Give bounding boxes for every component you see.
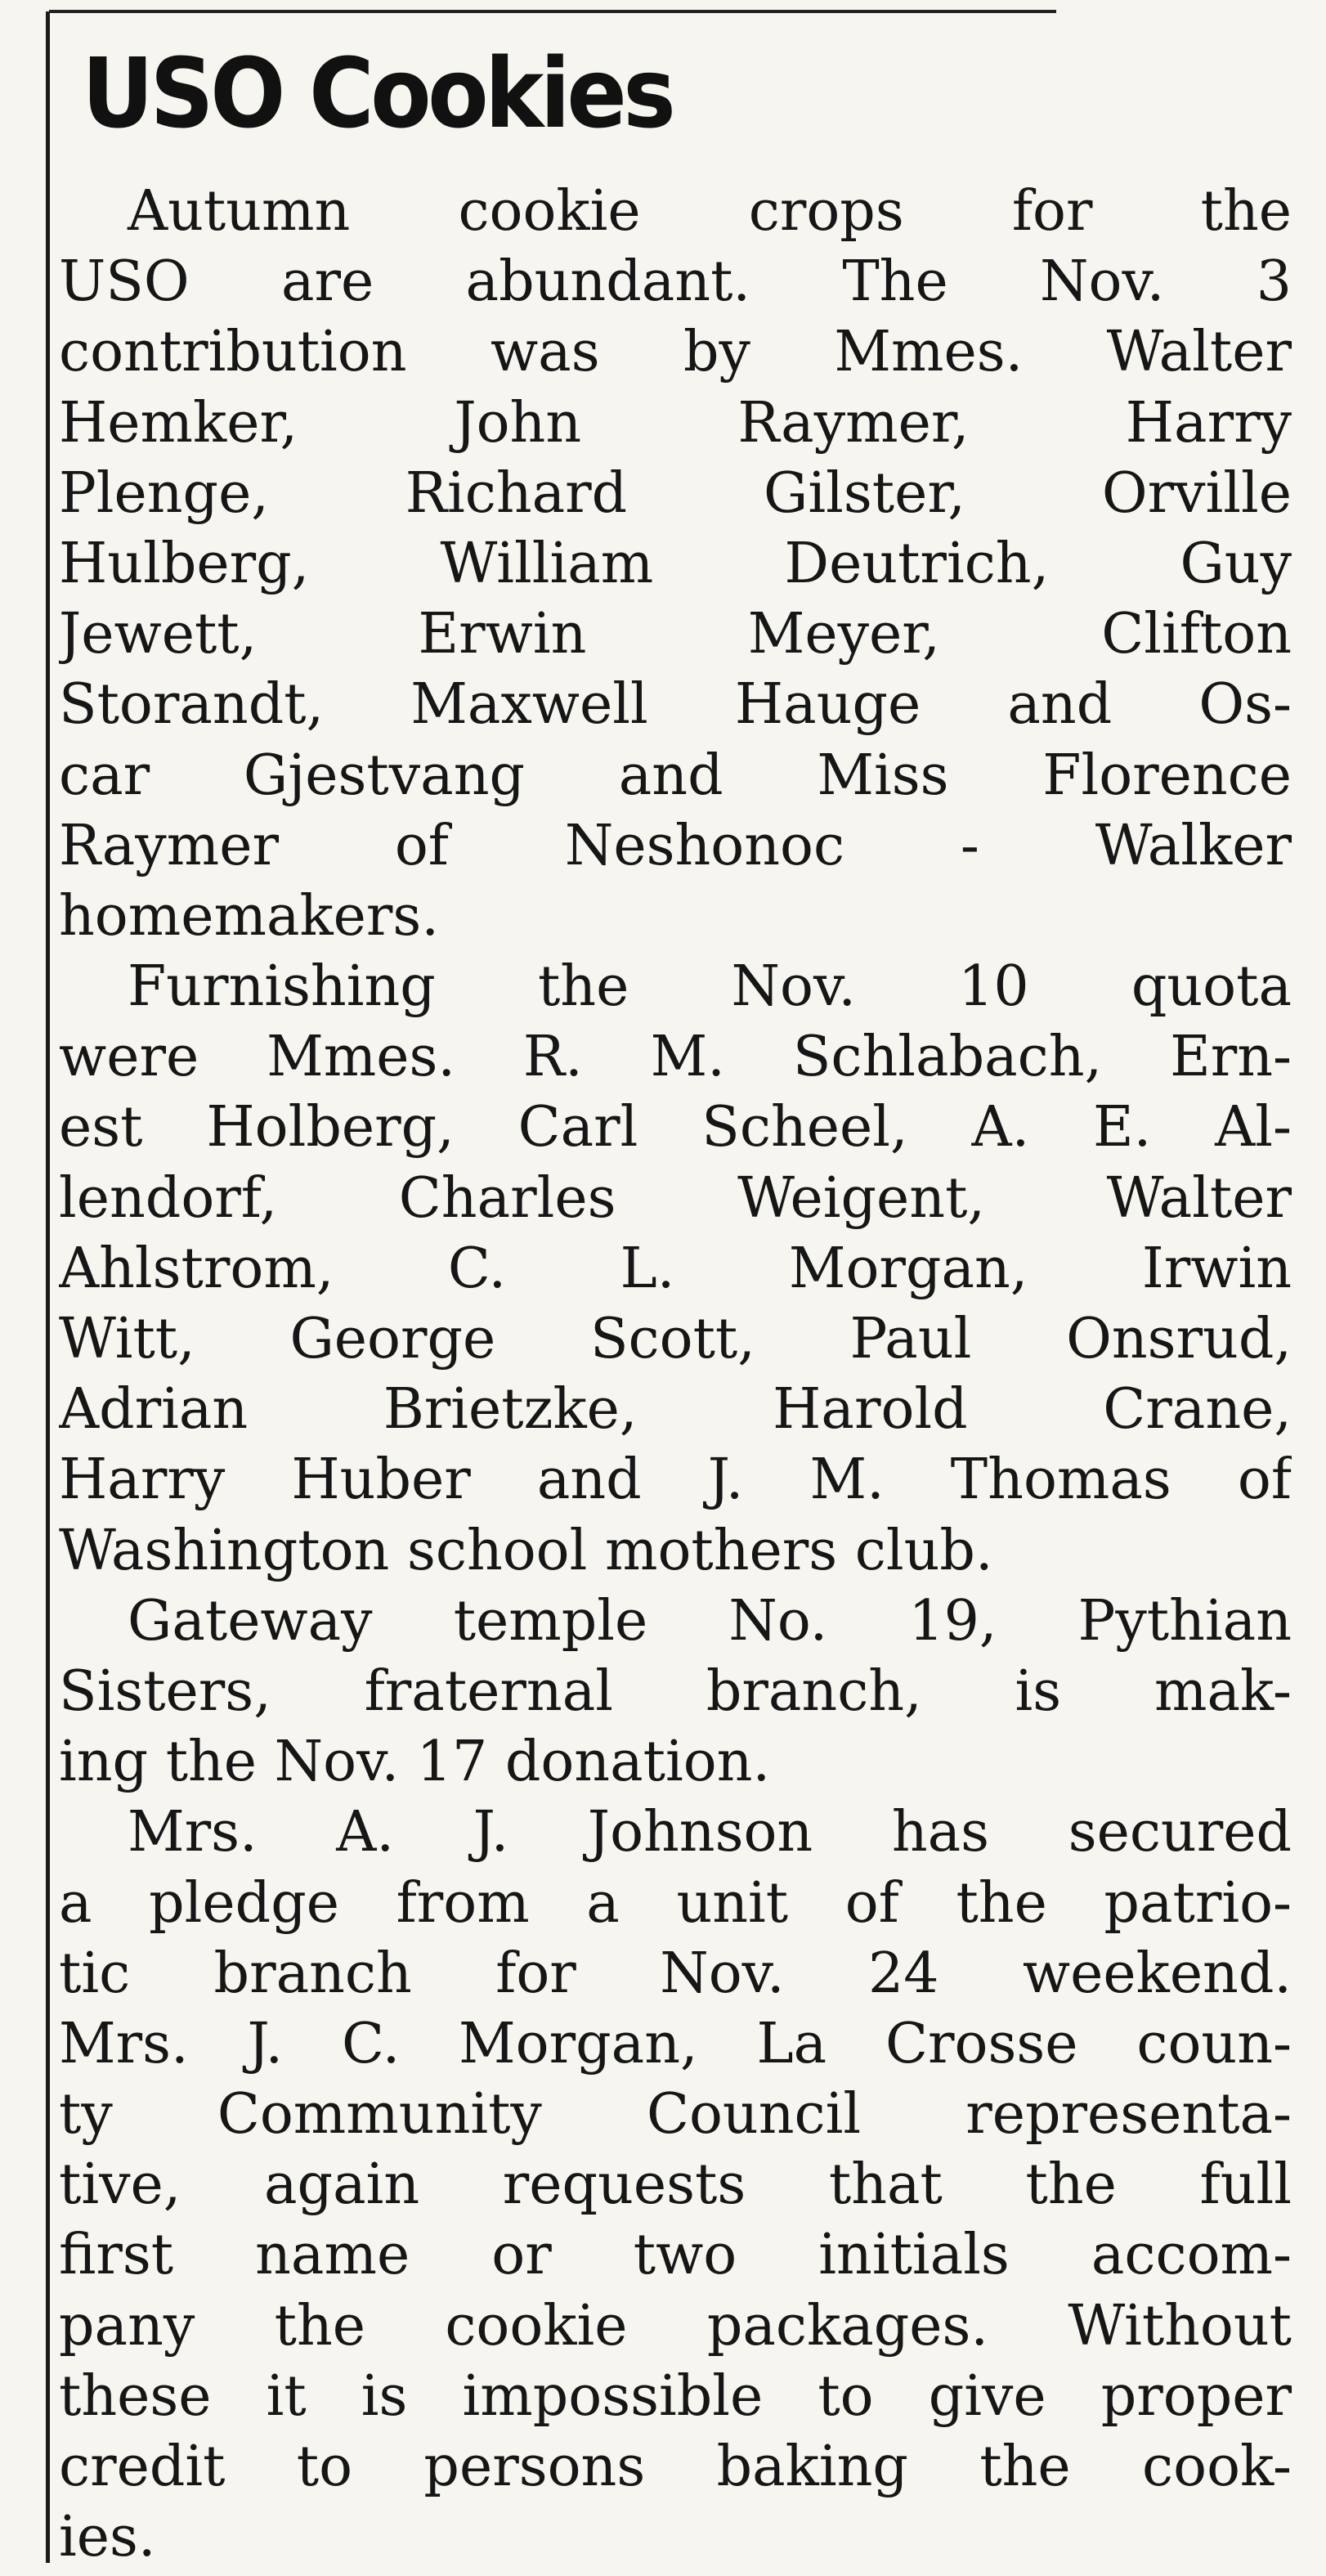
body-line: Gateway temple No. 19, Pythian <box>128 1588 1292 1654</box>
body-line: est Holberg, Carl Scheel, A. E. Al- <box>59 1095 1292 1160</box>
body-line: ing the Nov. 17 donation. <box>59 1730 771 1795</box>
body-line: car Gjestvang and Miss Florence <box>59 743 1292 808</box>
body-line: homemakers. <box>59 883 439 949</box>
body-line: Mrs. A. J. Johnson has secured <box>128 1800 1292 1865</box>
body-line: Sisters, fraternal branch, is mak- <box>59 1658 1292 1724</box>
body-line: Furnishing the Nov. 10 quota <box>128 954 1292 1020</box>
body-line: Harry Huber and J. M. Thomas of <box>59 1447 1292 1513</box>
body-line: tic branch for Nov. 24 weekend. <box>59 1941 1292 2006</box>
article-body <box>59 177 1292 2573</box>
body-line: Mrs. J. C. Morgan, La Crosse coun- <box>59 2011 1292 2076</box>
body-line: lendorf, Charles Weigent, Walter <box>59 1165 1292 1231</box>
body-line: USO are abundant. The Nov. 3 <box>59 249 1292 315</box>
body-line: Hemker, John Raymer, Harry <box>59 390 1292 456</box>
body-line: were Mmes. R. M. Schlabach, Ern- <box>59 1025 1292 1090</box>
body-line: Witt, George Scott, Paul Onsrud, <box>59 1307 1292 1371</box>
body-line: Hulberg, William Deutrich, Guy <box>59 531 1292 596</box>
body-line: contribution was by Mmes. Walter <box>59 320 1292 385</box>
body-line: Jewett, Erwin Meyer, Clifton <box>59 602 1292 667</box>
body-line: Adrian Brietzke, Harold Crane, <box>59 1377 1292 1443</box>
body-line: credit to persons baking the cook- <box>59 2435 1292 2499</box>
column-rule <box>46 11 50 2563</box>
body-line: a pledge from a unit of the patrio- <box>59 1870 1292 1936</box>
body-line: ies. <box>59 2505 156 2570</box>
body-line: tive, again requests that the full <box>59 2152 1292 2218</box>
body-line: ty Community Council representa- <box>59 2082 1292 2147</box>
headline: USO Cookies <box>82 37 673 150</box>
body-line: Raymer of Neshonoc - Walker <box>59 813 1292 878</box>
body-line: pany the cookie packages. Without <box>59 2293 1292 2358</box>
body-line: Ahlstrom, C. L. Morgan, Irwin <box>59 1236 1292 1301</box>
body-line: Storandt, Maxwell Hauge and Os- <box>59 672 1292 738</box>
article <box>56 0 1298 2576</box>
body-line: first name or two initials accom- <box>59 2223 1292 2288</box>
body-line: Washington school mothers club. <box>59 1518 993 1583</box>
body-line: Autumn cookie crops for the <box>128 179 1292 244</box>
body-line: these it is impossible to give proper <box>59 2363 1292 2429</box>
body-line: Plenge, Richard Gilster, Orville <box>59 460 1292 526</box>
